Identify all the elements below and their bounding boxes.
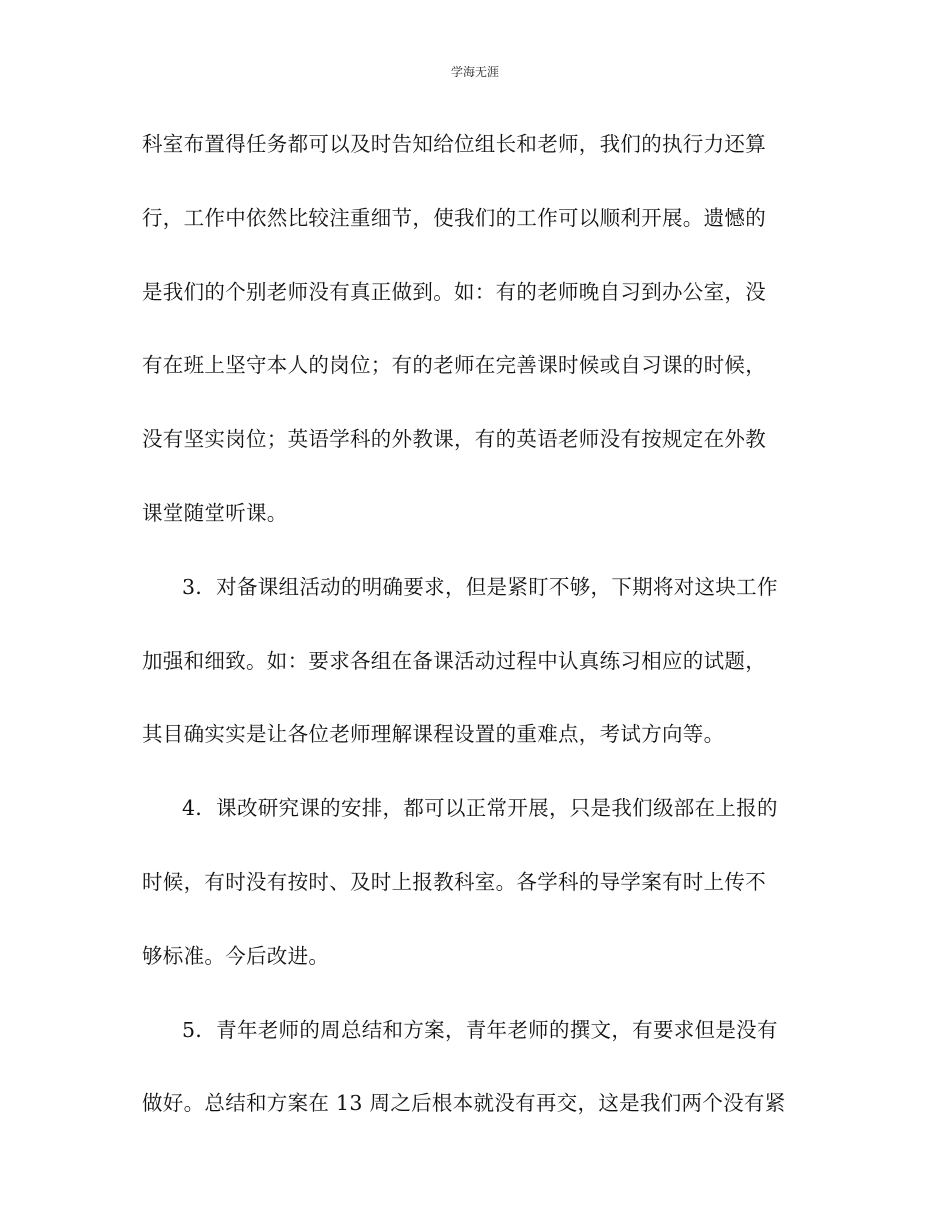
text-line: 5．青年老师的周总结和方案，青年老师的撰文，有要求但是没有 (182, 1017, 778, 1042)
text-line: 有在班上坚守本人的岗位；有的老师在完善课时候或自习课的时候， (142, 353, 766, 378)
text-line: 4．课改研究课的安排，都可以正常开展，只是我们级部在上报的 (182, 796, 778, 821)
text-line: 加强和细致。如：要求各组在备课活动过程中认真练习相应的试题， (142, 648, 766, 673)
document-body (142, 116, 808, 1149)
page-header: 学海无涯 (450, 65, 499, 79)
text-line: 科室布置得任务都可以及时告知给位组长和老师，我们的执行力还算 (142, 132, 766, 156)
text-line: 课堂随堂听课。 (142, 500, 288, 525)
text-line: 没有坚实岗位；英语学科的外教课，有的英语老师没有按规定在外教 (142, 427, 766, 452)
text-line: 做好。总结和方案在 13 周之后根本就没有再交，这是我们两个没有紧 (142, 1091, 786, 1116)
text-line: 3．对备课组活动的明确要求，但是紧盯不够，下期将对这块工作 (182, 574, 778, 599)
text-line: 够标准。今后改进。 (142, 943, 330, 968)
text-line: 是我们的个别老师没有真正做到。如：有的老师晚自习到办公室，没 (142, 279, 766, 304)
text-line: 行，工作中依然比较注重细节，使我们的工作可以顺利开展。遗憾的 (142, 205, 766, 230)
text-line: 其目确实实是让各位老师理解课程设置的重难点，考试方向等。 (142, 722, 725, 747)
text-line: 时候，有时没有按时、及时上报教科室。各学科的导学案有时上传不 (142, 869, 766, 894)
